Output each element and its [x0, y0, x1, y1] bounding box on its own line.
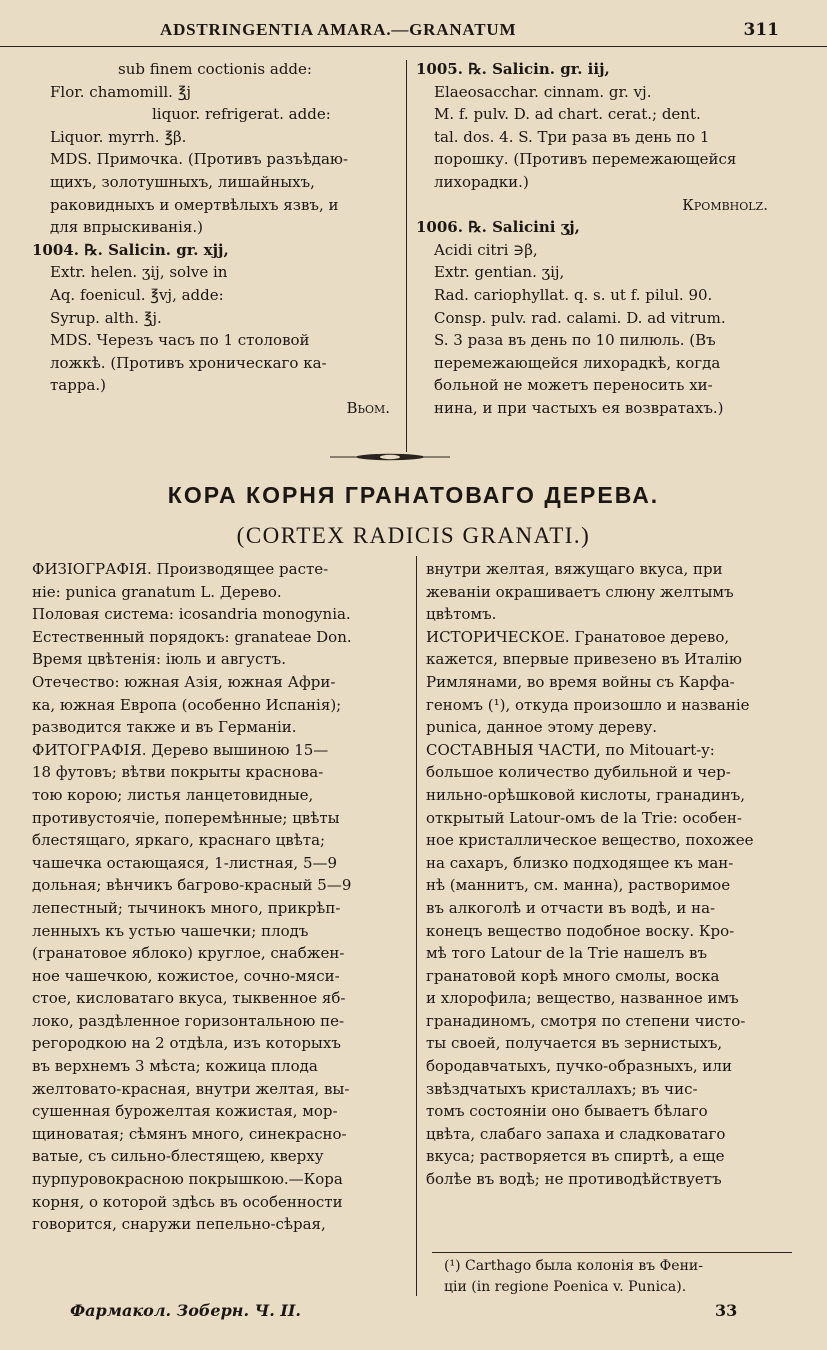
text-line: кажется, впервые привезено въ Италію — [426, 650, 742, 669]
text-line: щихъ, золотушныхъ, лишайныхъ, — [50, 172, 315, 191]
text-line: Половая система: icosandria monogynia. — [32, 605, 351, 624]
text-line: томъ состояніи оно бываетъ бѣлаго — [426, 1102, 708, 1121]
text-line: разводится также и въ Германіи. — [32, 718, 297, 737]
text-line: MDS. Примочка. (Противъ разъѣдаю- — [50, 150, 349, 169]
text-line: ніе: punica granatum L. Дерево. — [32, 582, 282, 601]
text-line: Extr. helen. ʒij, solve in — [50, 263, 228, 282]
text-line: Aq. foenicul. ℥vj, adde: — [50, 285, 224, 304]
page-number: 311 — [743, 20, 779, 40]
text-line: ФИТОГРАФІЯ. Дерево вышиною 15— — [32, 740, 329, 759]
column-divider — [416, 556, 417, 1296]
text-line: нильно-орѣшковой кислоты, гранадинъ, — [426, 785, 746, 804]
footnote-rule — [432, 1252, 792, 1253]
text-line: блестящаго, яркаго, краснаго цвѣта; — [32, 831, 326, 850]
text-line: punica, данное этому дереву. — [426, 718, 658, 737]
text-line: Естественный порядокъ: granateae Don. — [32, 627, 352, 646]
text-line: Syrup. alth. ℥j. — [50, 308, 162, 327]
text-line: говорится, снаружи пепельно-сѣрая, — [32, 1215, 326, 1234]
text-line: (гранатовое яблоко) круглое, снабжен- — [32, 944, 345, 963]
text-line: конецъ вещество подобное воску. Кро- — [426, 921, 735, 940]
text-line: Время цвѣтенія: іюль и августъ. — [32, 650, 286, 669]
text-line: Liquor. myrrh. ℥β. — [50, 127, 187, 146]
text-line: MDS. Черезъ часъ по 1 столовой — [50, 331, 310, 350]
text-line: ватые, съ сильно-блестящею, кверху — [32, 1147, 324, 1166]
text-line: перемежающейся лихорадкѣ, когда — [434, 353, 721, 372]
text-line: ное кристаллическое вещество, похожее — [426, 831, 754, 850]
recipe-signature: Кромвноlz. — [682, 195, 768, 214]
text-line: нина, и при частыхъ ея возвратахъ.) — [434, 398, 724, 417]
text-line: ленныхъ къ устью чашечки; плодъ — [32, 921, 309, 940]
section-subtitle: (CORTEX RADICIS GRANATI.) — [236, 523, 591, 548]
text-line: лепестный; тычинокъ много, прикрѣп- — [32, 898, 341, 917]
text-line: болѣе въ водѣ; не противодѣйствуетъ — [426, 1170, 722, 1189]
text-line: нѣ (маннитъ, см. манна), растворимое — [426, 876, 731, 895]
text-line: и хлорофила; вещество, названное имъ — [426, 989, 739, 1008]
text-line: звѣздчатыхъ кристаллахъ; въ чис- — [426, 1079, 698, 1098]
text-line: мѣ того Latour de la Trie нашелъ въ — [426, 944, 707, 963]
bottom-left-column — [32, 558, 398, 1236]
text-line: открытый Latour-омъ de la Trie: особен- — [426, 808, 742, 827]
text-line: вкуса; растворяется въ спиртѣ, а еще — [426, 1147, 725, 1166]
text-line: tal. dos. 4. S. Три раза въ день по 1 — [434, 127, 710, 146]
text-line: sub finem coctionis adde: — [118, 60, 312, 78]
text-line: большое количество дубильной и чер- — [426, 763, 731, 782]
text-line: ФИЗІОГРАФІЯ. Производящее расте- — [32, 560, 329, 578]
text-line: liquor. refrigerat. adde: — [152, 105, 331, 124]
running-head-title: ADSTRINGENTIA AMARA.—GRANATUM — [160, 20, 517, 39]
footnote — [432, 1256, 792, 1298]
text-line: Отечество: южная Азія, южная Афри- — [32, 672, 336, 691]
text-line: въ алкоголѣ и отчасти въ водѣ, и на- — [426, 898, 716, 917]
text-line: дольная; вѣнчикъ багрово-красный 5—9 — [32, 876, 352, 895]
text-line: для впрыскиванія.) — [50, 218, 204, 237]
text-line: ИСТОРИЧЕСКОЕ. Гранатовое дерево, — [426, 627, 730, 646]
recipe-number-line: 1005. ℞. Salicin. gr. iij, — [416, 60, 610, 78]
section-title: КОРА КОРНЯ ГРАНАТОВАГО ДЕРЕВА. — [167, 482, 660, 508]
text-line: ка, южная Европа (особенно Испанія); — [32, 695, 342, 714]
text-line: Extr. gentian. ʒij, — [434, 263, 565, 282]
text-line: Flor. chamomill. ℥j — [50, 82, 192, 101]
running-head — [0, 16, 827, 47]
text-line: гранадиномъ, смотря по степени чисто- — [426, 1011, 746, 1030]
text-line: Elaeosacchar. cinnam. gr. vj. — [434, 82, 652, 101]
text-line: ное чашечкою, кожистое, сочно-мяси- — [32, 966, 340, 985]
recipe-number-line: 1006. ℞. Salicini ʒj, — [416, 218, 580, 237]
text-line: пурпуровокрасною покрышкою.—Кора — [32, 1170, 343, 1189]
text-line: ты своей, получается въ зернистыхъ, — [426, 1034, 723, 1053]
text-line: противустоячіе, поперемѣнные; цвѣты — [32, 808, 340, 827]
footnote-line: (¹) Carthago была колонія въ Фени- — [444, 1258, 703, 1274]
text-line: желтовато-красная, внутри желтая, вы- — [32, 1079, 350, 1098]
text-line: Acidi citri ∋β, — [434, 240, 538, 259]
text-line: S. 3 раза въ день по 10 пилюль. (Въ — [434, 331, 716, 350]
footer-signature: Фармакол. Зоберн. Ч. II. — [70, 1301, 301, 1320]
text-line: корня, о которой здѣсь въ особенности — [32, 1192, 343, 1211]
text-line: сушенная бурожелтая кожистая, мор- — [32, 1102, 338, 1121]
recipe-signature: Вьом. — [346, 398, 390, 417]
bottom-right-column — [426, 558, 796, 1191]
text-line: стое, кисловатаго вкуса, тыквенное яб- — [32, 989, 346, 1008]
text-line: чашечка остающаяся, 1-листная, 5—9 — [32, 853, 338, 872]
recipe-number-line: 1004. ℞. Salicin. gr. xjj, — [32, 240, 229, 259]
text-line: порошку. (Противъ перемежающейся — [434, 150, 737, 169]
text-line: геномъ (¹), откуда произошло и названіе — [426, 695, 750, 714]
text-line: цвѣта, слабаго запаха и сладковатаго — [426, 1124, 726, 1143]
ornament-divider — [330, 452, 450, 462]
text-line: Римлянами, во время войны съ Карфа- — [426, 672, 735, 691]
text-line: жеваніи окрашиваетъ слюну желтымъ — [426, 582, 734, 601]
text-line: внутри желтая, вяжущаго вкуса, при — [426, 560, 723, 578]
text-line: локо, раздѣленное горизонтальною пе- — [32, 1011, 345, 1030]
text-line: регородкою на 2 отдѣла, изъ которыхъ — [32, 1034, 341, 1053]
text-line: больной не можетъ переносить хи- — [434, 376, 713, 395]
text-line: Consp. pulv. rad. calami. D. ad vitrum. — [434, 308, 726, 327]
text-line: бородавчатыхъ, пучко-образныхъ, или — [426, 1057, 732, 1076]
footnote-line: ціи (in regione Poenica v. Punica). — [444, 1279, 687, 1295]
text-line: раковидныхъ и омертвѣлыхъ язвъ, и — [50, 195, 339, 214]
text-line: M. f. pulv. D. ad chart. cerat.; dent. — [434, 105, 701, 124]
text-line: 18 футовъ; вѣтви покрыты краснова- — [32, 763, 324, 782]
footer-sheet-number: 33 — [715, 1301, 738, 1320]
text-line: въ верхнемъ 3 мѣста; кожица плода — [32, 1057, 318, 1076]
text-line: щиноватая; сѣмянъ много, синекрасно- — [32, 1124, 347, 1143]
text-line: ложкѣ. (Противъ хроническаго ка- — [50, 353, 327, 372]
text-line: СОСТАВНЫЯ ЧАСТИ, по Mitouart-y: — [426, 740, 715, 759]
text-line: тою корою; листья ланцетовидные, — [32, 785, 314, 804]
top-right-column — [416, 58, 796, 420]
text-line: Rad. cariophyllat. q. s. ut f. pilul. 90. — [434, 285, 713, 304]
text-line: гранатовой корѣ много смолы, воска — [426, 966, 720, 985]
text-line: тарра.) — [50, 376, 107, 395]
text-line: на сахаръ, близко подходящее къ ман- — [426, 853, 734, 872]
text-line: лихорадки.) — [434, 172, 529, 191]
top-left-column — [32, 58, 398, 420]
text-line: цвѣтомъ. — [426, 605, 497, 624]
column-divider — [406, 60, 407, 452]
